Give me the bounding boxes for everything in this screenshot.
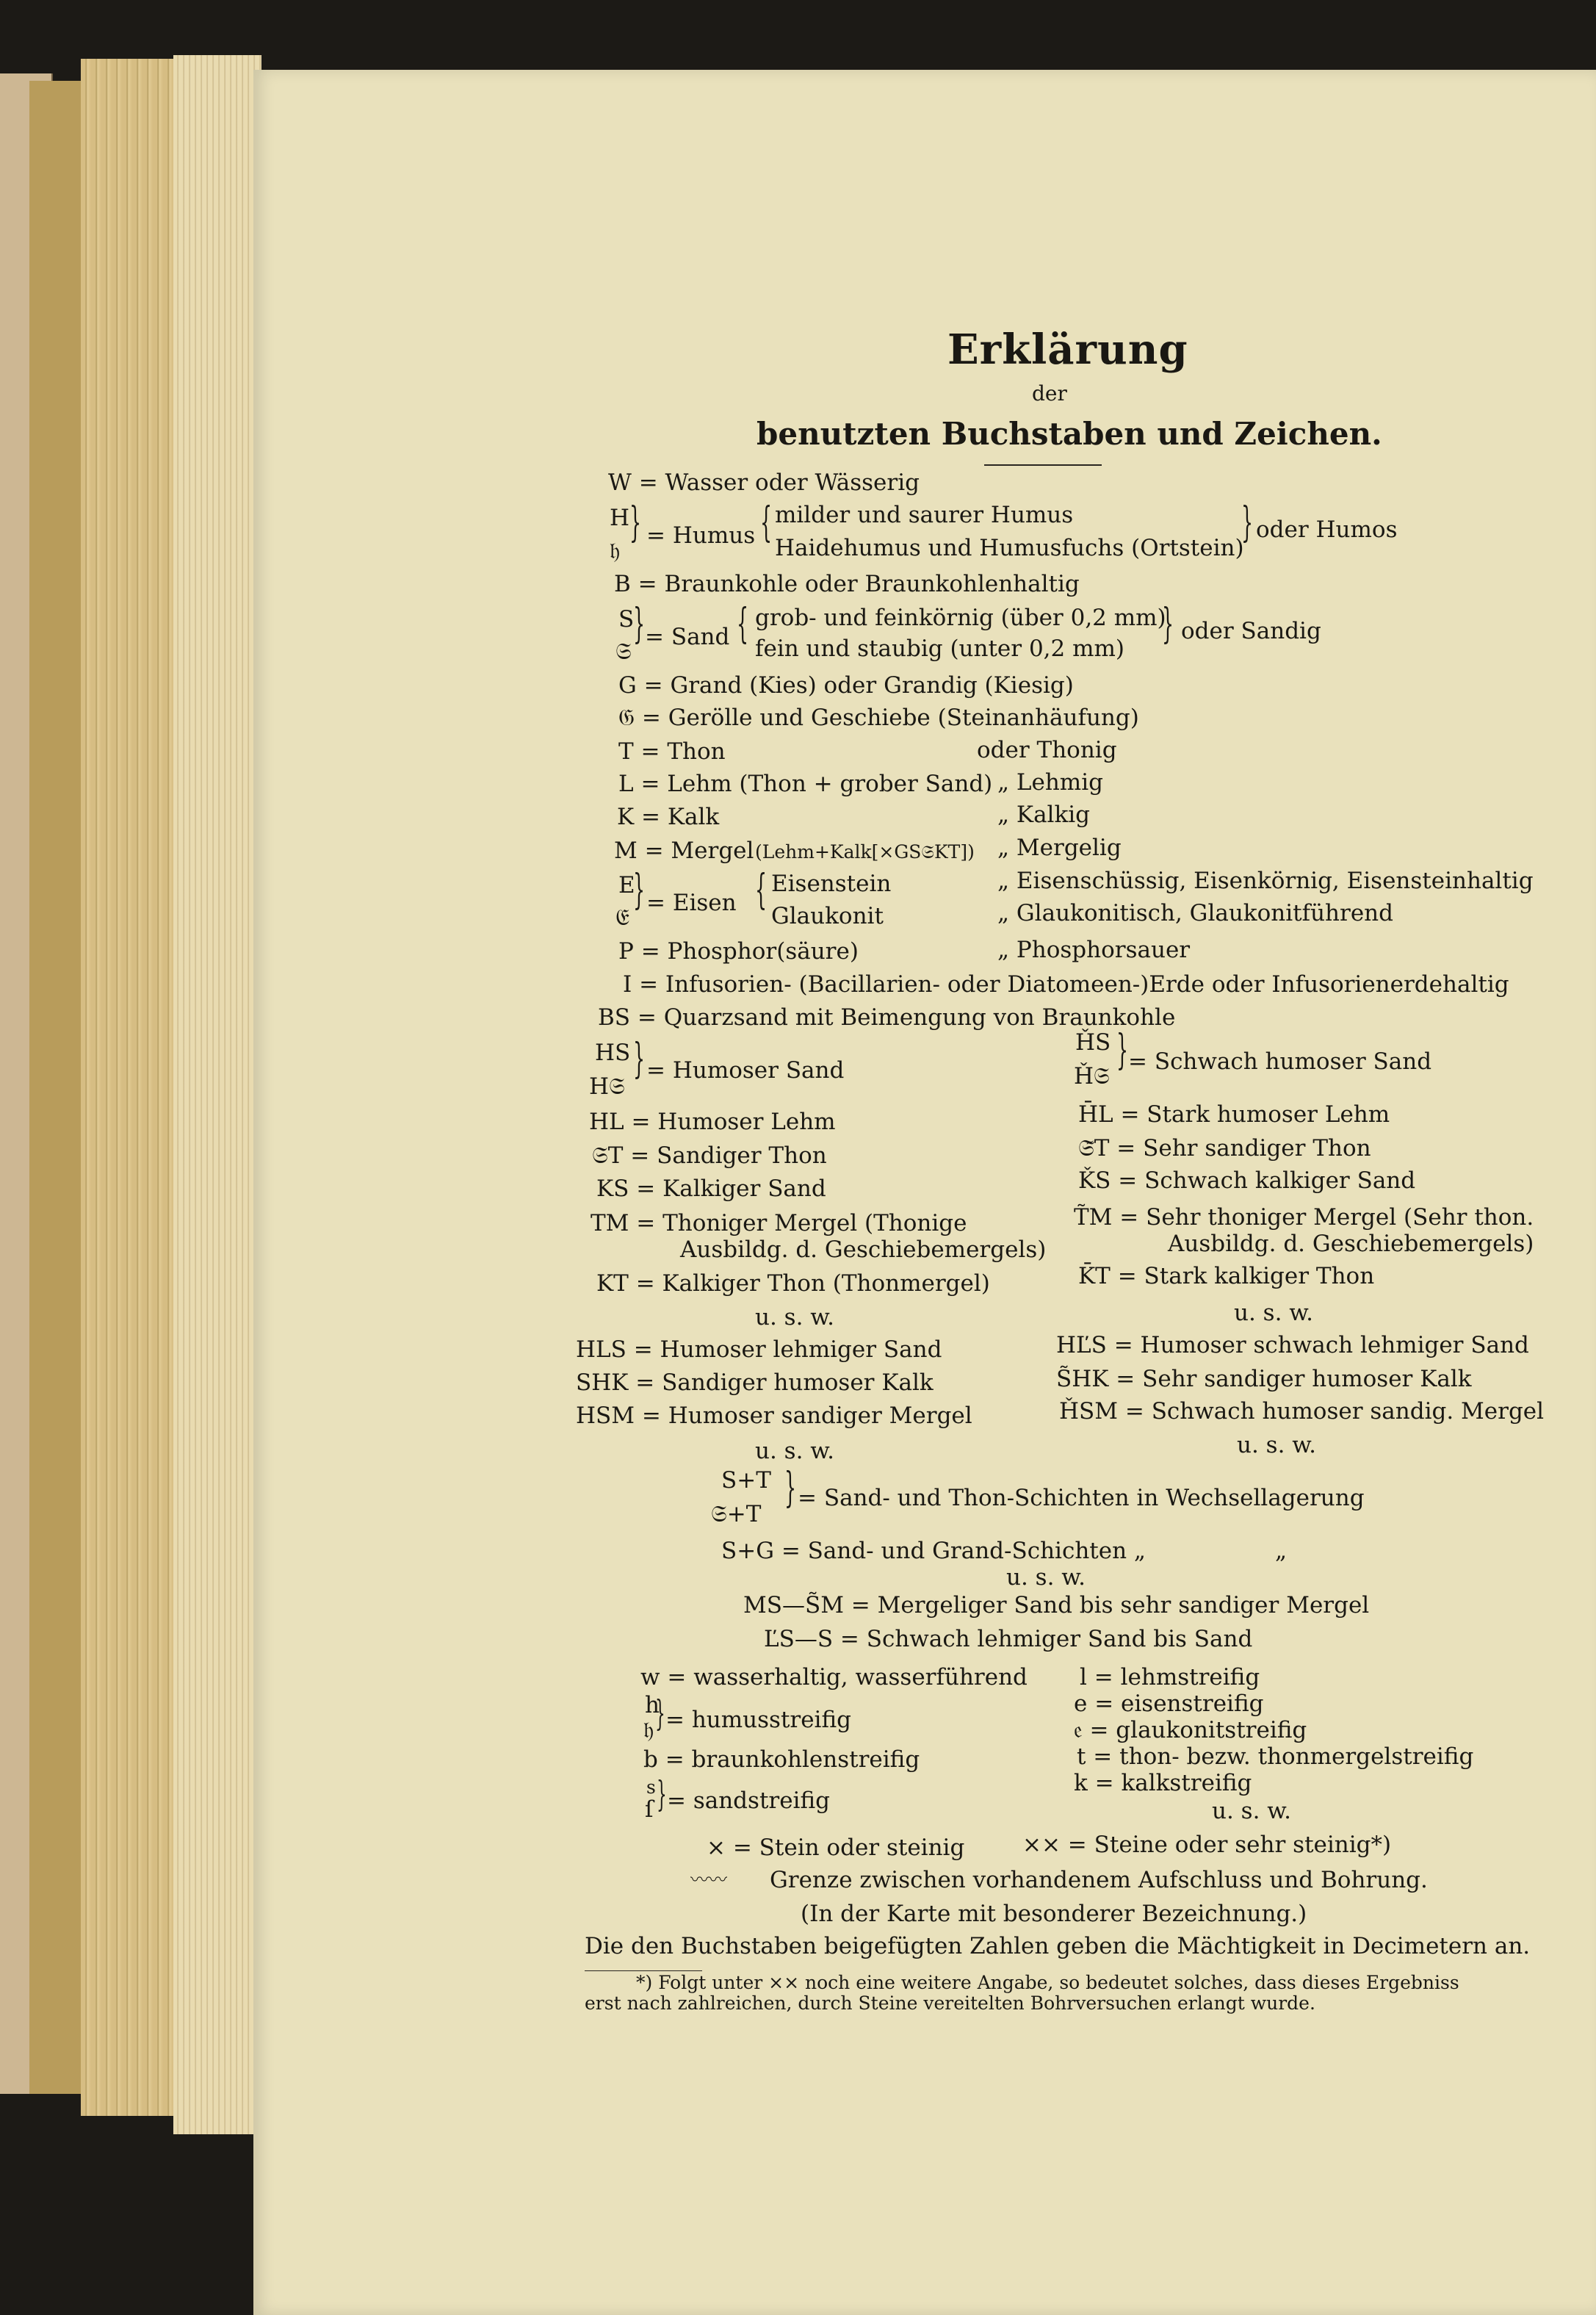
entry-m-small: (Lehm+Kalk[×GS𝔖KT]) bbox=[755, 841, 975, 863]
page-subtitle: benutzten Buchstaben und Zeichen. bbox=[757, 416, 1382, 452]
left-tm-2: Ausbildg. d. Geschiebemergels) bbox=[680, 1236, 1047, 1263]
entry-g: G = Grand (Kies) oder Grandig (Kiesig) bbox=[618, 672, 1074, 699]
streak-t: t = thon- bezw. thonmergelstreifig bbox=[1077, 1743, 1474, 1770]
entry-p-right: „ Phosphorsauer bbox=[997, 937, 1191, 963]
entry-eisen-2: Glaukonit bbox=[771, 903, 884, 929]
brace-icon: } bbox=[633, 600, 646, 648]
entry-sand-1: grob- und feinkörnig (über 0,2 mm) bbox=[755, 605, 1166, 631]
right-hl: H̄L = Stark humoser Lehm bbox=[1078, 1101, 1390, 1128]
entry-humus-2: Haidehumus und Humusfuchs (Ortstein) bbox=[775, 535, 1244, 561]
brace-icon: } bbox=[633, 866, 646, 914]
footnote-2: erst nach zahlreichen, durch Steine vereitelten Bohrversuchen erlangt wurde. bbox=[585, 1992, 1315, 2014]
entry-humus-1: milder und saurer Humus bbox=[775, 502, 1074, 528]
left-usw-1: u. s. w. bbox=[755, 1304, 835, 1331]
left-st: 𝔖T = Sandiger Thon bbox=[592, 1142, 827, 1169]
streak-l: l = lehmstreifig bbox=[1080, 1664, 1260, 1691]
footnote-1: *) Folgt unter ×× noch eine weitere Angabe, so bedeutet solches, dass dieses Ergebniss bbox=[636, 1972, 1459, 1993]
right-ks: ǨS = Schwach kalkiger Sand bbox=[1078, 1167, 1416, 1194]
entry-humus-eq: = Humus bbox=[646, 522, 756, 549]
right-usw-1: u. s. w. bbox=[1234, 1300, 1314, 1326]
streak-usw: u. s. w. bbox=[1212, 1798, 1292, 1824]
streak-k: k = kalkstreifig bbox=[1074, 1770, 1252, 1796]
left-hls: HLS = Humoser lehmiger Sand bbox=[576, 1336, 942, 1363]
entry-h-fraktur: 𝔥 bbox=[610, 538, 621, 564]
right-hs-2: Ȟ𝔖 bbox=[1074, 1063, 1110, 1090]
left-hs-text: = Humoser Sand bbox=[646, 1057, 845, 1084]
right-kt: K̄T = Stark kalkiger Thon bbox=[1078, 1263, 1375, 1289]
footer-zahlen: Die den Buchstaben beigefügten Zahlen geben die Mächtigkeit in Decimetern an. bbox=[585, 1933, 1531, 1959]
entry-m-right: „ Mergelig bbox=[997, 835, 1122, 861]
footer-stein: × = Stein oder steinig bbox=[707, 1835, 965, 1861]
streak-s-text: = sandstreifig bbox=[667, 1787, 830, 1814]
right-hs-text: = Schwach humoser Sand bbox=[1128, 1048, 1432, 1075]
entry-w: W = Wasser oder Wässerig bbox=[608, 469, 920, 496]
entry-sand-2: fein und staubig (unter 0,2 mm) bbox=[755, 636, 1124, 662]
entry-b: B = Braunkohle oder Braunkohlenhaltig bbox=[614, 571, 1080, 597]
right-tm-2: Ausbildg. d. Geschiebemergels) bbox=[1168, 1231, 1534, 1257]
layer-usw: u. s. w. bbox=[1006, 1564, 1086, 1591]
entry-t-left: T = Thon bbox=[618, 738, 726, 765]
layer-sg-ditto: „ bbox=[1275, 1538, 1288, 1564]
entry-humus-suffix: oder Humos bbox=[1256, 516, 1398, 543]
layer-st-1: S+T bbox=[721, 1467, 771, 1494]
wave-line-icon: 〰〰 bbox=[690, 1869, 728, 1890]
entry-t-right: oder Thonig bbox=[977, 737, 1117, 763]
entry-i: I = Infusorien- (Bacillarien- oder Diatomeen-)Erde oder Infusorienerdehaltig bbox=[623, 971, 1509, 998]
streak-h-1: h bbox=[645, 1692, 660, 1718]
left-usw-2: u. s. w. bbox=[755, 1438, 835, 1464]
right-hls: HĽS = Humoser schwach lehmiger Sand bbox=[1056, 1332, 1529, 1358]
entry-e-symbol: E bbox=[618, 872, 635, 899]
entry-l-left: L = Lehm (Thon + grober Sand) bbox=[618, 771, 993, 797]
page-title: Erklärung bbox=[947, 325, 1188, 374]
brace-icon: { bbox=[755, 866, 768, 914]
entry-k-left: K = Kalk bbox=[617, 804, 720, 830]
entry-g-fraktur: 𝔊 = Gerölle und Geschiebe (Steinanhäufung) bbox=[618, 705, 1139, 731]
brace-icon: } bbox=[784, 1464, 797, 1512]
right-st: 𝔖̃T = Sehr sandiger Thon bbox=[1078, 1135, 1371, 1162]
left-hs-2: H𝔖 bbox=[589, 1073, 625, 1100]
brace-icon: } bbox=[1241, 499, 1254, 547]
left-hl: HL = Humoser Lehm bbox=[589, 1109, 836, 1135]
book-page-stack-inner bbox=[173, 55, 261, 2134]
entry-sand-suffix: oder Sandig bbox=[1181, 618, 1321, 644]
streak-b: b = braunkohlenstreifig bbox=[643, 1746, 920, 1773]
title-der: der bbox=[1032, 381, 1067, 406]
right-hsm: ȞSM = Schwach humoser sandig. Mergel bbox=[1059, 1398, 1545, 1425]
layer-st-2: 𝔖+T bbox=[711, 1501, 762, 1527]
layer-ms: MS—S̃M = Mergeliger Sand bis sehr sandiger Mergel bbox=[743, 1592, 1370, 1619]
left-kt: KT = Kalkiger Thon (Thonmergel) bbox=[596, 1270, 990, 1297]
left-ks: KS = Kalkiger Sand bbox=[596, 1175, 826, 1202]
footer-karte: (In der Karte mit besonderer Bezeichnung.) bbox=[801, 1901, 1307, 1927]
entry-s-symbol: S bbox=[618, 606, 635, 633]
streak-s-2: ſ bbox=[645, 1796, 654, 1823]
entry-bs: BS = Quarzsand mit Beimengung von Braunkohle bbox=[598, 1004, 1176, 1031]
entry-s-fraktur: 𝔖 bbox=[615, 638, 632, 665]
brace-icon: } bbox=[633, 1035, 646, 1083]
left-tm-1: TM = Thoniger Mergel (Thonige bbox=[591, 1210, 967, 1236]
streak-e2: 𝔢 = glaukonitstreifig bbox=[1074, 1717, 1307, 1743]
entry-eisen-1-right: „ Eisenschüssig, Eisenkörnig, Eisensteinhaltig bbox=[997, 868, 1534, 894]
layer-st-text: = Sand- und Thon-Schichten in Wechsellagerung bbox=[798, 1485, 1365, 1511]
footer-grenze: Grenze zwischen vorhandenem Aufschluss und Bohrung. bbox=[770, 1867, 1428, 1893]
entry-m-left: M = Mergel bbox=[614, 838, 754, 864]
book-edge-pages bbox=[29, 81, 83, 2094]
layer-sg: S+G = Sand- und Grand-Schichten „ bbox=[721, 1538, 1146, 1564]
entry-p-left: P = Phosphor(säure) bbox=[618, 938, 859, 965]
right-shk: S̃HK = Sehr sandiger humoser Kalk bbox=[1056, 1366, 1472, 1392]
layer-ls: ĽS—S = Schwach lehmiger Sand bis Sand bbox=[764, 1626, 1253, 1652]
entry-e-fraktur: 𝔈 bbox=[615, 904, 630, 931]
footer-steine: ×× = Steine oder sehr steinig*) bbox=[1022, 1832, 1392, 1858]
brace-icon: } bbox=[655, 1693, 665, 1734]
brace-icon: } bbox=[1116, 1026, 1129, 1074]
left-shk: SHK = Sandiger humoser Kalk bbox=[576, 1369, 934, 1396]
entry-eisen-2-right: „ Glaukonitisch, Glaukonitführend bbox=[997, 900, 1393, 926]
entry-k-right: „ Kalkig bbox=[997, 802, 1091, 828]
right-tm-1: T̃M = Sehr thoniger Mergel (Sehr thon. bbox=[1074, 1204, 1534, 1231]
brace-icon: { bbox=[760, 499, 773, 547]
entry-sand-eq: = Sand bbox=[645, 624, 730, 650]
entry-h-symbol: H bbox=[610, 505, 630, 531]
title-rule bbox=[984, 464, 1102, 466]
streak-w: w = wasserhaltig, wasserführend bbox=[640, 1664, 1028, 1691]
entry-eisen-eq: = Eisen bbox=[646, 890, 737, 916]
left-hs-1: HS bbox=[595, 1040, 631, 1066]
right-hs-1: ȞS bbox=[1075, 1029, 1111, 1056]
streak-e: e = eisenstreifig bbox=[1074, 1691, 1264, 1717]
right-usw-2: u. s. w. bbox=[1237, 1432, 1317, 1458]
brace-icon: } bbox=[657, 1774, 667, 1815]
streak-s-1: s bbox=[646, 1776, 656, 1798]
brace-icon: } bbox=[629, 499, 642, 547]
footnote-rule bbox=[585, 1970, 702, 1971]
streak-h-2: 𝔥 bbox=[643, 1717, 654, 1743]
entry-l-right: „ Lehmig bbox=[997, 769, 1103, 796]
brace-icon: { bbox=[737, 600, 749, 648]
brace-icon: } bbox=[1162, 600, 1174, 648]
streak-h-text: = humusstreifig bbox=[665, 1707, 851, 1733]
entry-eisen-1: Eisenstein bbox=[771, 871, 892, 897]
left-hsm: HSM = Humoser sandiger Mergel bbox=[576, 1403, 972, 1429]
